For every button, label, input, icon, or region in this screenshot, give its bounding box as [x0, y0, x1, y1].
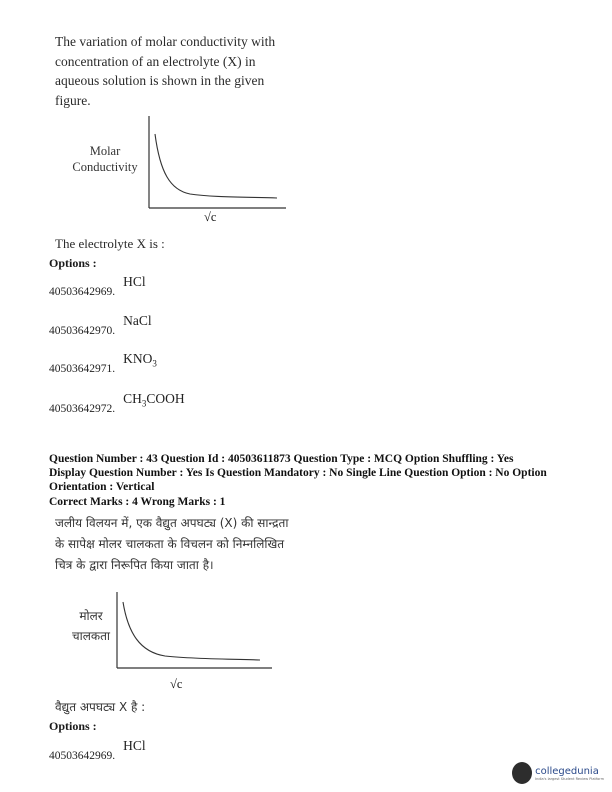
graph-ylabel: मोलर चालकता: [71, 609, 111, 643]
meta-line: Question Number : 43 Question Id : 40503611873 Question Type : MCQ Option Shuffling : Yes: [49, 453, 514, 465]
question-line: figure.: [55, 92, 91, 108]
conductivity-graph: [110, 588, 275, 672]
option-row[interactable]: [49, 273, 146, 298]
conductivity-curve: [123, 602, 260, 660]
question-text: [55, 32, 275, 110]
question-line: concentration of an electrolyte (X) in: [55, 53, 256, 69]
option-id: 40503642969.: [49, 286, 116, 298]
question-line: जलीय विलयन में, एक वैद्युत अपघट्य (X) की सान्द्रता: [55, 516, 289, 530]
graph-ylabel: Molar Conductivity: [72, 144, 138, 174]
option-formula: HCl: [123, 274, 146, 289]
option-id: 40503642969.: [49, 750, 116, 762]
meta-line: Display Question Number : Yes Is Question Mandatory : No Single Line Question Option : No Option: [49, 467, 547, 479]
question-meta: [49, 452, 547, 494]
question-line: चित्र के द्वारा निरूपित किया जाता है।: [55, 558, 214, 572]
question-line: aqueous solution is shown in the given: [55, 73, 265, 88]
conductivity-graph: [140, 112, 290, 212]
meta-line: Orientation : Vertical: [49, 481, 155, 493]
question-prompt: वैद्युत अपघट्य X है :: [55, 700, 146, 714]
collegedunia-logo: collegedunia India's largest Student Review Platform: [512, 762, 604, 784]
option-formula: $CH_3COOH$: [123, 391, 185, 409]
question-text-hindi: [55, 513, 289, 576]
option-formula: HCl: [123, 738, 146, 753]
option-row[interactable]: [49, 390, 185, 415]
question-line: के सापेक्ष मोलर चालकता के विचलन को निम्नलिखित: [55, 537, 285, 551]
mascot-icon: [512, 762, 532, 784]
graph-xlabel: √c: [204, 210, 217, 224]
conductivity-curve: [155, 134, 277, 198]
option-id: 40503642972.: [49, 403, 116, 415]
question-prompt: The electrolyte X is :: [55, 236, 165, 251]
option-row[interactable]: [49, 350, 157, 375]
option-id: 40503642970.: [49, 325, 116, 337]
marks-line: Correct Marks : 4 Wrong Marks : 1: [49, 496, 226, 508]
option-id: 40503642971.: [49, 363, 116, 375]
graph-xlabel: √c: [170, 677, 183, 691]
option-formula: $KNO_3$: [123, 351, 157, 369]
option-formula: NaCl: [123, 313, 152, 328]
question-line: The variation of molar conductivity with: [55, 34, 276, 49]
option-row[interactable]: [49, 737, 146, 762]
options-label: Options :: [49, 256, 97, 270]
options-label: Options :: [49, 719, 97, 733]
option-row[interactable]: [49, 312, 152, 337]
